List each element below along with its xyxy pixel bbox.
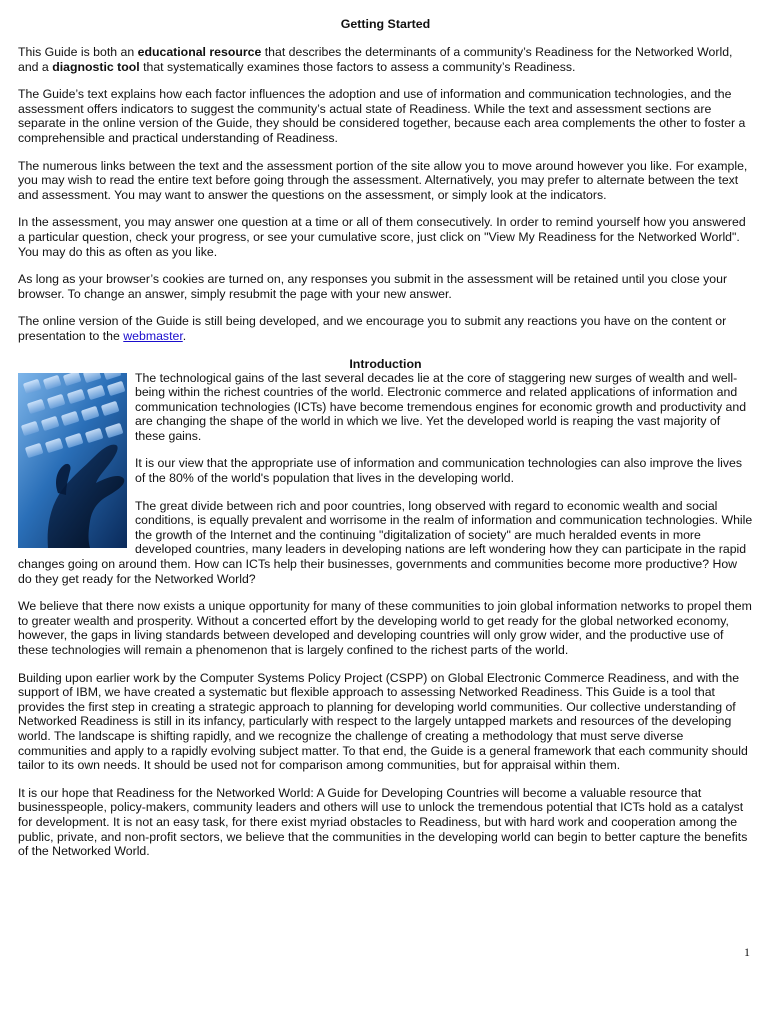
getting-started-paragraph-2: The Guide’s text explains how each factor influences the adoption and use of information and communication technologies, and the assessment offers indicators to suggest the community’s actual state of Readiness. While the text and assessment sections are separate in the online version of the Guide, they should be considered together, because each area complements the other to foster a comprehensible and practical understanding of Readiness. bbox=[18, 87, 746, 145]
getting-started-paragraph-4: In the assessment, you may answer one question at a time or all of them consecutively. In order to remind yourself how you answered a particular question, check your progress, or see your cumulative score, just click on "View My Readiness for the Networked World". You may do this as often as you like. bbox=[18, 215, 746, 259]
webmaster-link[interactable]: webmaster bbox=[123, 328, 183, 343]
introduction-paragraph-5: Building upon earlier work by the Computer Systems Policy Project (CSPP) on Global Electronic Commerce Readiness, and with the support of IBM, we have created a systematic but flexible approach to assessing Networked Readiness. This Guide is a tool that provides the first step in creating a strategic approach to planning for developing world communities. Our collective understanding of Networked Readiness is still in its infancy, particularly with respect to the largely untapped markets and resources of the developing world. The landscape is shifting rapidly, and we recognize the challenge of creating a methodology that must serve diverse communities and apply to a rapidly evolving subject matter. To that end, the Guide is a general framework that each community should tailor to its own needs. It should be used not for comparison among communities, but for appraisal within them. bbox=[18, 670, 748, 773]
educational-resource-emphasis: educational resource bbox=[137, 45, 262, 59]
getting-started-paragraph-3: The numerous links between the text and the assessment portion of the site allow you to move around however you like. For example, you may wish to read the entire text before going through the assessment. Alternatively, you may prefer to alternate between the text and assessment. You may want to answer the questions on the assessment, or simply look at the indicators. bbox=[18, 158, 748, 202]
getting-started-paragraph-5: As long as your browser’s cookies are turned on, any responses you submit in the assessment will be retained until you close your browser. To change an answer, simply resubmit the page with your new answer. bbox=[18, 272, 728, 301]
getting-started-paragraph-1: This Guide is both an educational resource that describes the determinants of a community’s Readiness for the Networked World, and a diagnostic tool that systematically examines those factors to assess a community’s Readiness. bbox=[18, 45, 733, 74]
introduction-paragraph-3: The great divide between rich and poor countries, long observed with regard to economic wealth and social conditions, is equally prevalent and worrisome in the realm of information and communication technologies. While the growth of the Internet and the continuing "digitalization of society" are much heralded events in more developed countries, many leaders in developing nations are left wondering how they can participate in the rapid changes going on around them. How can ICTs help their businesses, governments and communities become more productive? How do they get ready for the Networked World? bbox=[18, 498, 753, 586]
introduction-paragraph-1: The technological gains of the last several decades lie at the core of staggering new surges of wealth and well-being within the richest countries of the world. Electronic commerce and related applications of information and communication technologies (ICTs) have become tremendous engines for economic growth and productivity and are changing the shape of the world in which we live. Yet the developed world is reaping the vast majority of these gains. bbox=[135, 370, 747, 443]
page-number: 1 bbox=[744, 945, 750, 959]
document-page bbox=[18, 10, 753, 872]
getting-started-paragraph-6: The online version of the Guide is still being developed, and we encourage you to submit any reactions you have on the content or presentation to the webmaster. bbox=[18, 314, 727, 343]
diagnostic-tool-emphasis: diagnostic tool bbox=[52, 59, 140, 74]
introduction-paragraph-6: It is our hope that Readiness for the Networked World: A Guide for Developing Countries will become a valuable resource that businesspeople, policy-makers, community leaders and others will use to unlock the tremendous potential that ICTs hold as a catalyst for development. It is not an easy task, for there exist myriad obstacles to Readiness, but with hard work and cooperation among the public, private, and non-profit sectors, we believe that the communities in the developing world can begin to better capture the benefits of the Networked World. bbox=[18, 785, 748, 859]
getting-started-heading: Getting Started bbox=[340, 17, 431, 31]
introduction-paragraph-4: We believe that there now exists a unique opportunity for many of these communities to join global information networks to propel them to greater wealth and prosperity. Without a concerted effort by the developing world to get ready for the global networked economy, however, the gaps in living standards between developed and developing countries will only grow wider, and the productive use of these technologies will remain a phenomenon that is largely confined to the richest parts of the world. bbox=[18, 599, 752, 657]
introduction-paragraph-2: It is our view that the appropriate use of information and communication technologies can also improve the lives of the 80% of the world's population that lives in the developing world. bbox=[135, 456, 742, 486]
introduction-heading: Introduction bbox=[349, 356, 422, 371]
keyboard-hand-photo bbox=[18, 373, 127, 548]
